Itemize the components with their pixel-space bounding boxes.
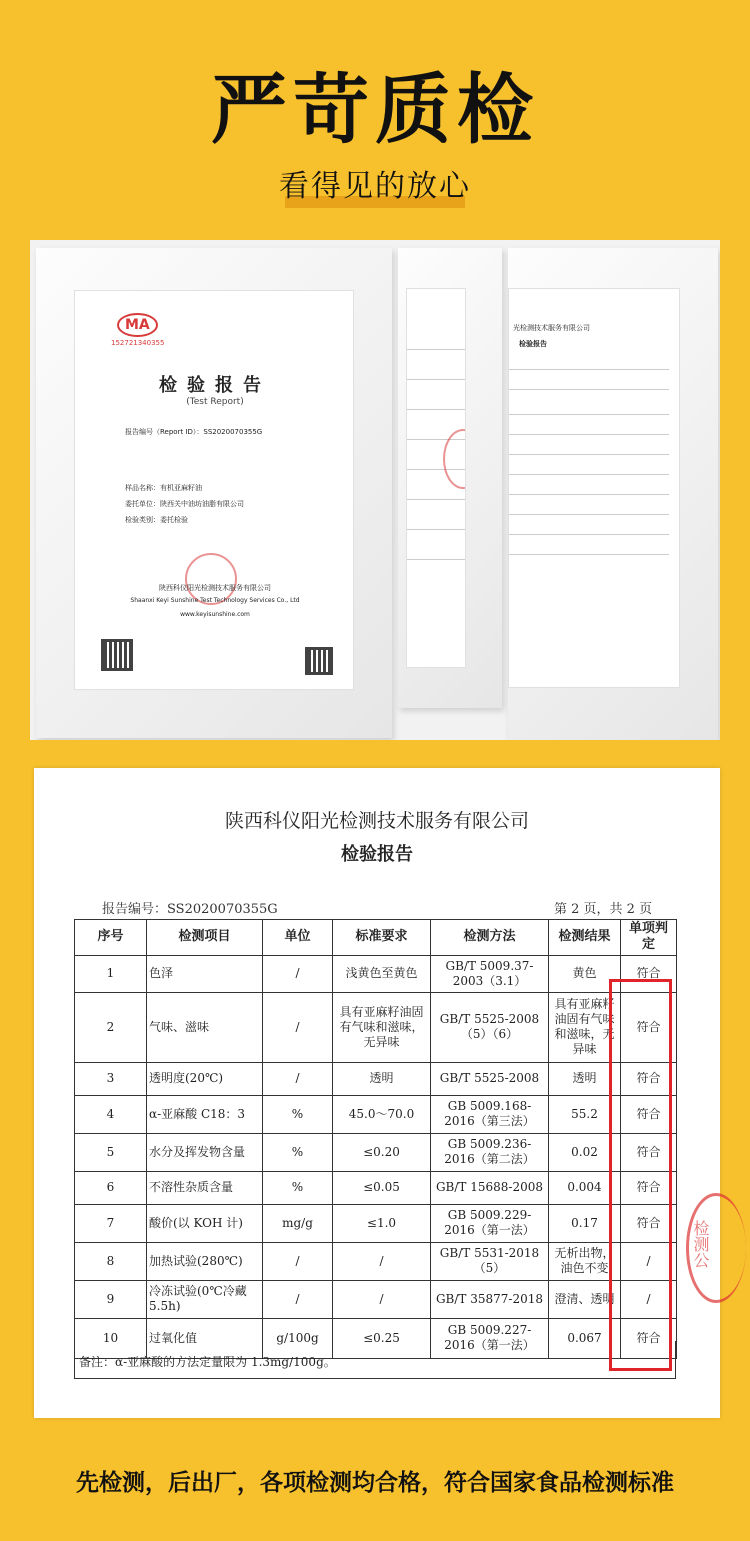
table-cell: 无析出物，油色不变 <box>549 1242 621 1280</box>
inspection-report <box>34 768 720 1418</box>
table-cell: 符合 <box>621 1095 677 1133</box>
table-cell: 透明 <box>549 1062 621 1095</box>
qr-code-icon <box>305 647 333 675</box>
table-row <box>75 1171 677 1204</box>
table-cell: GB 5009.227-2016（第一法） <box>431 1318 549 1358</box>
table-cell: 符合 <box>621 992 677 1062</box>
table-cell: GB/T 5531-2018（5） <box>431 1242 549 1280</box>
report-note: 备注：α-亚麻酸的方法定量限为 1.3mg/100g。 <box>74 1341 676 1379</box>
table-cell: GB/T 5009.37-2003（3.1） <box>431 955 549 992</box>
table-cell: g/100g <box>263 1318 333 1358</box>
report-page-info: 第 2 页，共 2 页 <box>554 902 653 917</box>
table-cell: % <box>263 1171 333 1204</box>
certificate-photo <box>30 240 720 740</box>
table-cell: 55.2 <box>549 1095 621 1133</box>
certificate-right-page <box>508 288 680 688</box>
table-row <box>75 1280 677 1318</box>
table-cell: 浅黄色至黄色 <box>333 955 431 992</box>
table-cell: 6 <box>75 1171 147 1204</box>
certificate-cover-page <box>74 290 354 690</box>
certificate-page2-header: 光检测技术服务有限公司 <box>513 324 590 332</box>
qr-code-icon <box>101 639 133 671</box>
table-cell: GB 5009.236-2016（第二法） <box>431 1133 549 1171</box>
certificate-frame-cover <box>36 248 392 738</box>
results-table <box>74 919 677 1359</box>
table-cell: 澄清、透明 <box>549 1280 621 1318</box>
footer-slogan: 先检测，后出厂，各项检测均合格，符合国家食品检测标准 <box>76 1470 674 1496</box>
table-cell: % <box>263 1095 333 1133</box>
certificate-title: 检验报告 <box>159 375 271 396</box>
table-cell: 符合 <box>621 1062 677 1095</box>
report-company: 陕西科仪阳光检测技术服务有限公司 <box>224 810 529 832</box>
column-header: 单位 <box>263 920 333 956</box>
table-cell: 水分及挥发物含量 <box>147 1133 263 1171</box>
table-row <box>75 1095 677 1133</box>
table-cell: GB/T 5525-2008 <box>431 1062 549 1095</box>
page-title: 严苛质检 <box>211 65 539 154</box>
table-cell: 加热试验(280℃) <box>147 1242 263 1280</box>
table-cell: 冷冻试验(0℃冷藏 5.5h) <box>147 1280 263 1318</box>
table-cell: GB/T 15688-2008 <box>431 1171 549 1204</box>
table-cell: 气味、滋味 <box>147 992 263 1062</box>
table-cell: / <box>333 1242 431 1280</box>
table-row <box>75 955 677 992</box>
column-header: 序号 <box>75 920 147 956</box>
table-row <box>75 1204 677 1242</box>
official-seal-text: 检测公 <box>691 1220 710 1268</box>
certificate-report-id: 报告编号（Report ID）：SS2020070355G <box>125 428 263 436</box>
table-cell: 2 <box>75 992 147 1062</box>
certificate-frame-right <box>508 248 718 740</box>
page-subtitle: 看得见的放心 <box>279 169 471 204</box>
cma-code: 152721340355 <box>111 339 165 347</box>
table-row <box>75 1133 677 1171</box>
table-cell: 0.004 <box>549 1171 621 1204</box>
table-cell: 具有亚麻籽油固有气味和滋味，无异味 <box>549 992 621 1062</box>
table-cell: 符合 <box>621 1133 677 1171</box>
certificate-type: 检验类别：委托检验 <box>125 516 188 524</box>
table-cell: 黄色 <box>549 955 621 992</box>
table-cell: 45.0～70.0 <box>333 1095 431 1133</box>
table-cell: 3 <box>75 1062 147 1095</box>
table-cell: 不溶性杂质含量 <box>147 1171 263 1204</box>
table-row <box>75 1062 677 1095</box>
table-cell: mg/g <box>263 1204 333 1242</box>
table-header-row <box>75 920 677 956</box>
table-cell: 透明度(20℃) <box>147 1062 263 1095</box>
table-cell: 5 <box>75 1133 147 1171</box>
table-cell: 8 <box>75 1242 147 1280</box>
table-cell: 9 <box>75 1280 147 1318</box>
cma-logo: MA <box>117 313 158 337</box>
table-cell: 10 <box>75 1318 147 1358</box>
table-row <box>75 1242 677 1280</box>
certificate-company: 陕西科仪阳光检测技术服务有限公司 <box>159 584 271 592</box>
column-header: 标准要求 <box>333 920 431 956</box>
table-cell: / <box>263 1062 333 1095</box>
column-header: 检测项目 <box>147 920 263 956</box>
table-cell: 0.067 <box>549 1318 621 1358</box>
table-cell: ≤0.05 <box>333 1171 431 1204</box>
judgement-highlight-box <box>609 979 672 1371</box>
report-number: 报告编号：SS2020070355G <box>102 902 278 917</box>
table-cell: 4 <box>75 1095 147 1133</box>
certificate-middle-page <box>406 288 466 668</box>
table-cell: 0.02 <box>549 1133 621 1171</box>
certificate-page2-title: 检验报告 <box>519 340 547 348</box>
table-cell: GB 5009.168-2016（第三法） <box>431 1095 549 1133</box>
table-cell: 色泽 <box>147 955 263 992</box>
table-cell: / <box>333 1280 431 1318</box>
certificate-company-en: Shaanxi Keyi Sunshine Test Technology Services Co., Ltd <box>130 597 300 604</box>
table-cell: / <box>263 955 333 992</box>
table-cell: GB 5009.229-2016（第一法） <box>431 1204 549 1242</box>
report-title: 检验报告 <box>341 844 413 865</box>
column-header: 检测结果 <box>549 920 621 956</box>
table-cell: ≤0.20 <box>333 1133 431 1171</box>
table-cell: 过氧化值 <box>147 1318 263 1358</box>
table-cell: ≤0.25 <box>333 1318 431 1358</box>
table-cell: 1 <box>75 955 147 992</box>
table-cell: / <box>263 1242 333 1280</box>
table-cell: / <box>621 1242 677 1280</box>
table-cell: 符合 <box>621 955 677 992</box>
table-cell: 酸价(以 KOH 计) <box>147 1204 263 1242</box>
column-header: 检测方法 <box>431 920 549 956</box>
table-cell: / <box>263 992 333 1062</box>
certificate-sample: 样品名称：有机亚麻籽油 <box>125 484 202 492</box>
table-cell: 7 <box>75 1204 147 1242</box>
table-cell: 符合 <box>621 1318 677 1358</box>
table-cell: GB/T 35877-2018 <box>431 1280 549 1318</box>
column-header: 单项判定 <box>621 920 677 956</box>
table-cell: / <box>263 1280 333 1318</box>
table-cell: % <box>263 1133 333 1171</box>
table-cell: 具有亚麻籽油固有气味和滋味，无异味 <box>333 992 431 1062</box>
table-cell: 0.17 <box>549 1204 621 1242</box>
table-row <box>75 992 677 1062</box>
table-cell: / <box>621 1280 677 1318</box>
table-cell: 符合 <box>621 1204 677 1242</box>
certificate-client: 委托单位：陕西关中油坊油脂有限公司 <box>125 500 244 508</box>
table-cell: ≤1.0 <box>333 1204 431 1242</box>
table-cell: 透明 <box>333 1062 431 1095</box>
table-cell: 符合 <box>621 1171 677 1204</box>
certificate-frame-middle <box>398 248 502 708</box>
table-cell: GB/T 5525-2008（5）（6） <box>431 992 549 1062</box>
certificate-website: www.keyisunshine.com <box>180 611 250 618</box>
certificate-title-en: (Test Report) <box>186 397 244 407</box>
table-cell: α-亚麻酸 C18：3 <box>147 1095 263 1133</box>
